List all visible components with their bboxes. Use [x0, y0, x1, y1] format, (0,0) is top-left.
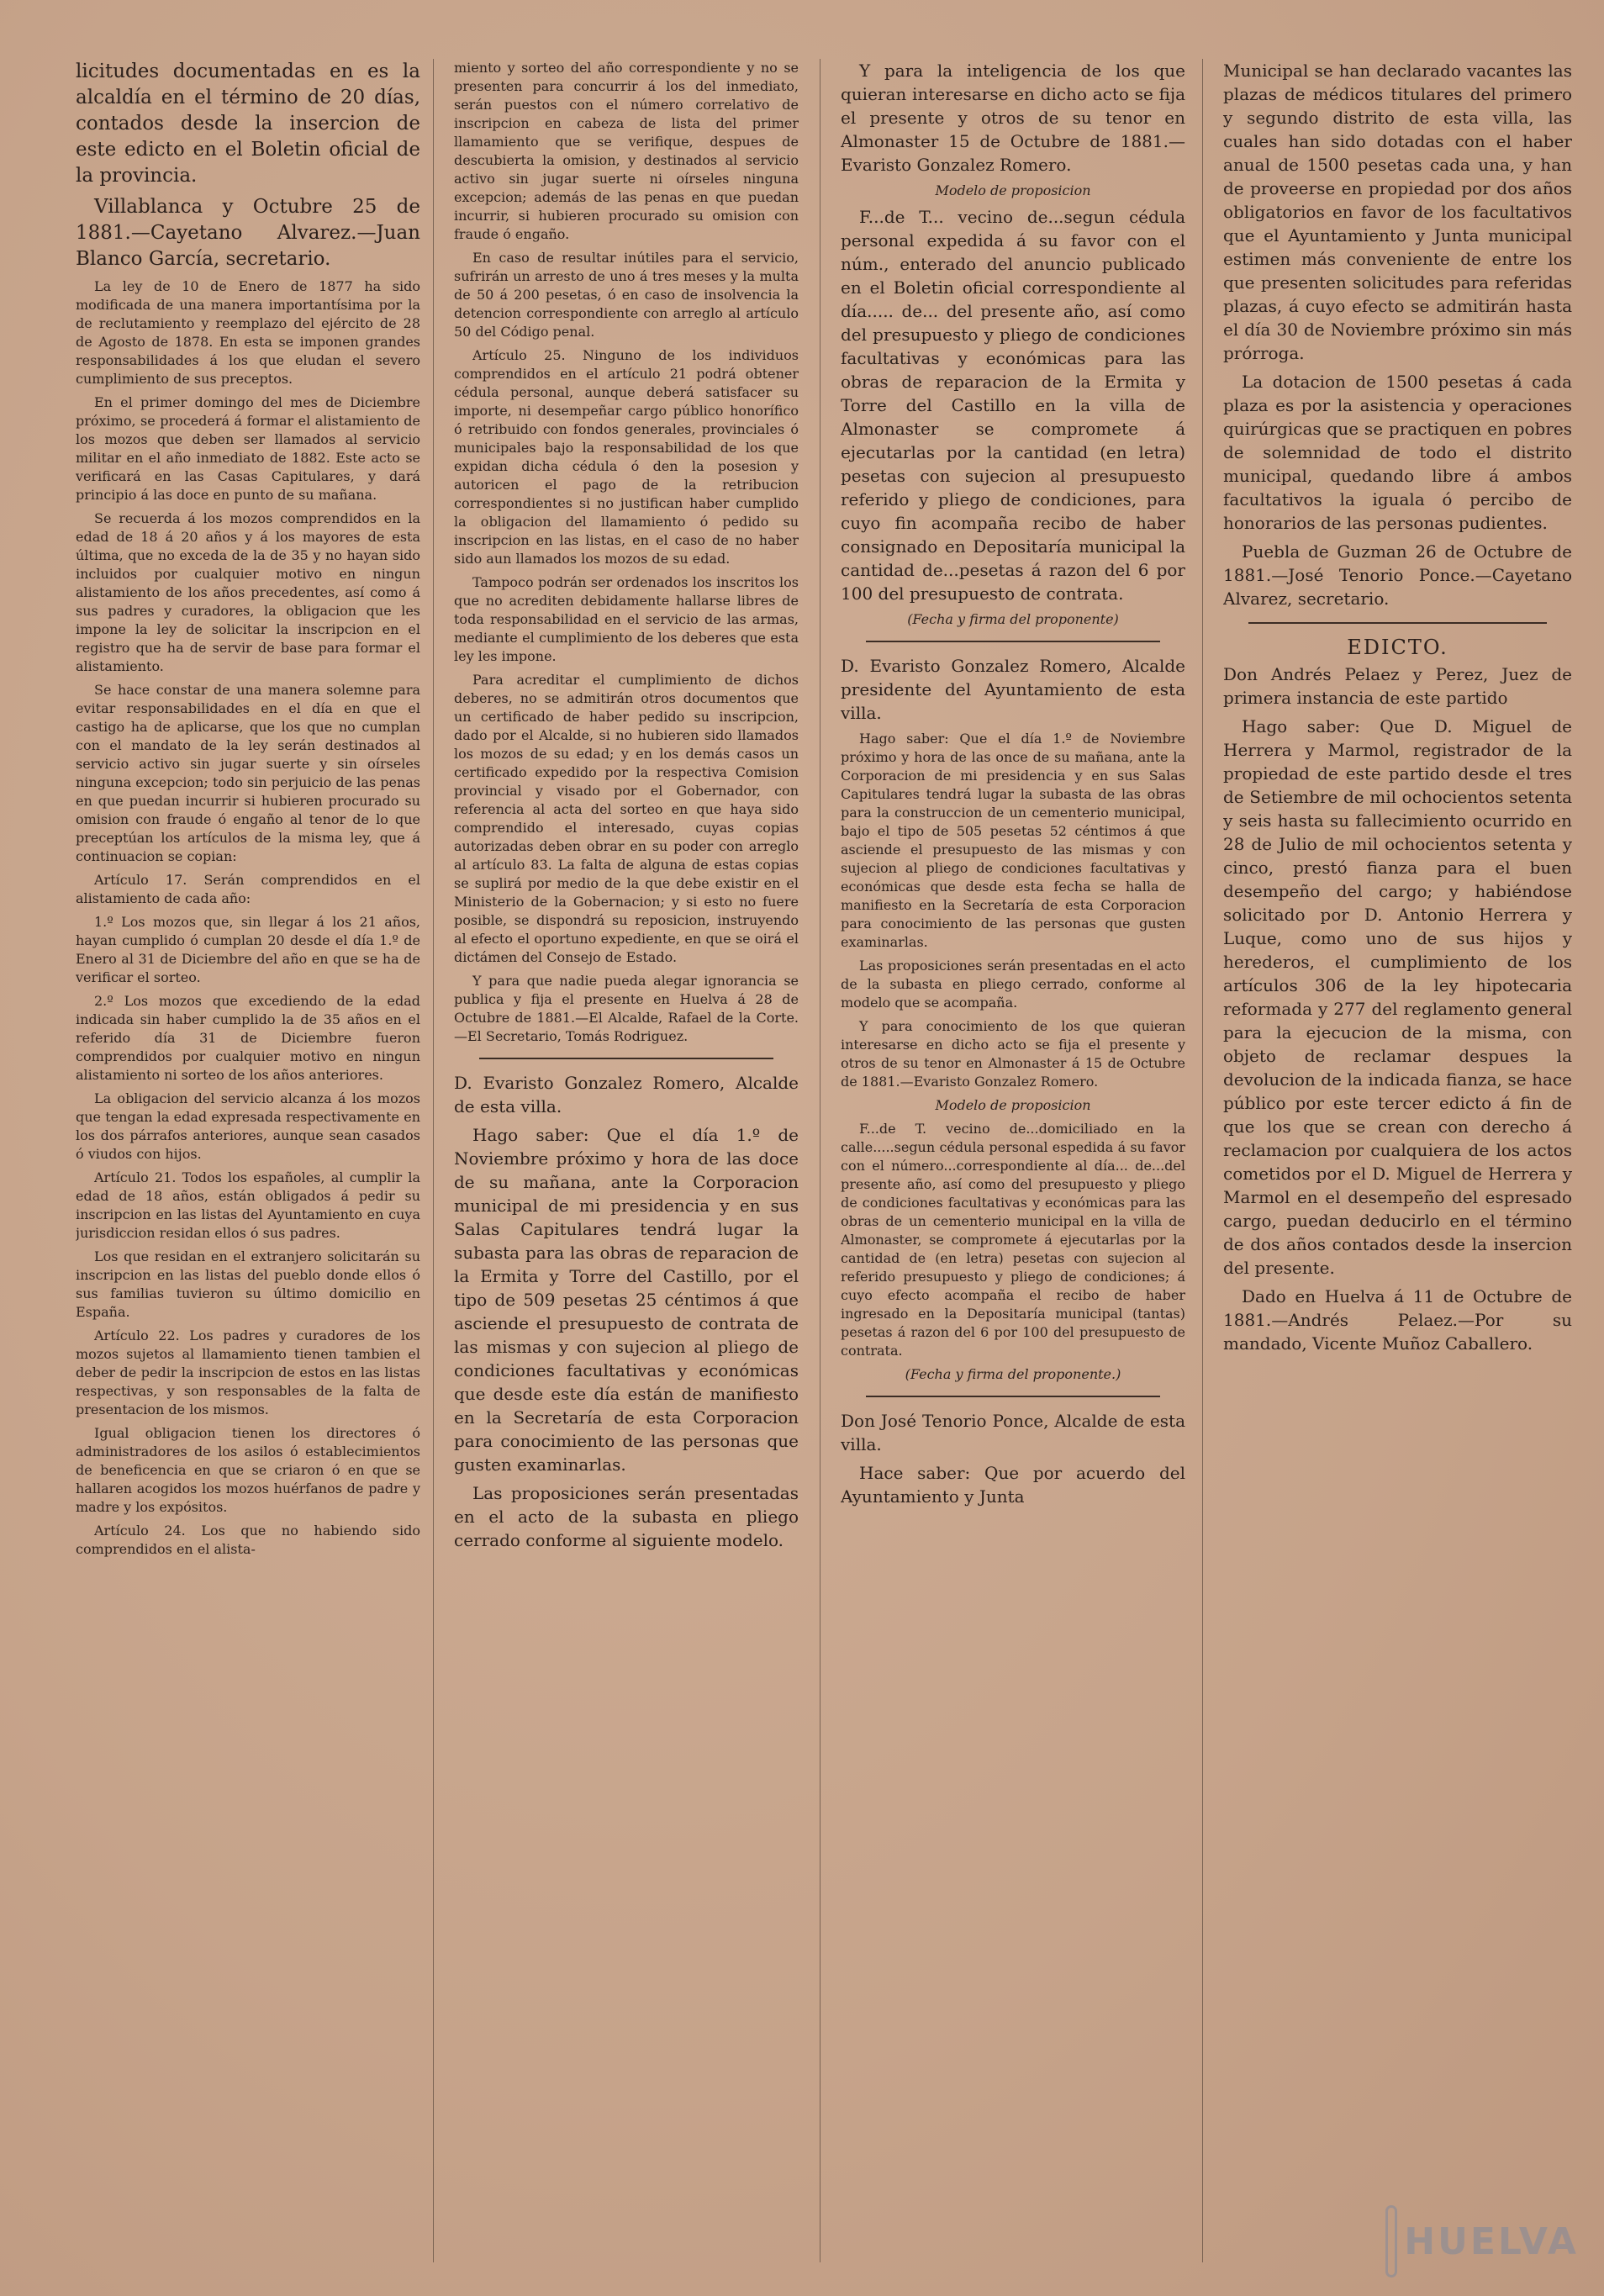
column-rule [433, 59, 434, 2262]
announcement-header: D. Evaristo Gonzalez Romero, Alcalde de esta villa. [454, 1073, 799, 1116]
announcement-body: Hago saber: Que el día 1.º de Noviembre próximo y hora de las doce de su mañana, ante la Corporacion municipal de mi presidencia y en sus Salas Capitulares tendrá lugar la subasta para las obras de reparacion de la Ermita y Torre del Castillo, por el tipo de 509 pesetas 25 céntimos á que asciende el presupuesto de contrata de las mismas y con sujecion al pliego de condiciones facultativas y económicas que desde este día están de manifiesto en la Secretaría de esta Corporacion para conocimiento de las personas que gusten examinarlas. [454, 1125, 799, 1475]
article-24: Artículo 24. Los que no habiendo sido comprendidos en el alista- [76, 1523, 420, 1557]
model-title: Modelo de proposicion [935, 1097, 1091, 1113]
paragraph: Para acreditar el cumplimiento de dichos deberes, no se admitirán otros documentos que un certificado de haber pedido su inscripcion, dado por el Alcalde, si no hubieren sido llamados los mozos de su edad; y en los demás casos un certificado expedido por la respectiva Comision provincial y visado por el Gobernador, con referencia al acta del sorteo en que haya sido comprendido el interesado, cuyas copias autorizadas deben obrar en su poder con arreglo al artículo 83. La falta de alguna de estas copias se suplirá por medio de la que debe existir en el Ministerio de la Gobernacion; y si esto no fuere posible, se dispondrá su reposicion, instruyendo al efecto el oportuno expediente, en que se oirá el dictámen del Consejo de Estado. [454, 672, 799, 965]
model-text: F...de T... vecino de...segun cédula personal expedida á su favor con el núm., enterado del anuncio publicado en el Boletin oficial correspondiente al día..... de... del presente año, así como del presupuesto y pliego de condiciones facultativas y económicas para las obras de reparacion de la Ermita y Torre del Castillo en la villa de Almonaster se compromete á ejecutarlas por la cantidad (en letra) pesetas con sujecion al presupuesto referido y pliego de condiciones, para cuyo fin acompaña recibo de haber consignado en Depositaría municipal la cantidad de...pesetas á razon del 6 por 100 del presupuesto de contrata. [841, 207, 1185, 604]
paragraph: Igual obligacion tienen los directores ó administradores de los asilos ó establecimientos de beneficencia en que se criaron ó en que se hallaren acogidos los mozos huérfanos de padre y madre y los expósitos. [76, 1425, 420, 1515]
edict-header: Don Andrés Pelaez y Perez, Juez de primera instancia de este partido [1223, 664, 1572, 708]
column-3 [841, 59, 1185, 2262]
paragraph: Las proposiciones serán presentadas en el acto de la subasta en pliego cerrado, conforme al modelo que se acompaña. [841, 958, 1185, 1011]
seal-icon [1385, 2205, 1397, 2278]
announcement-header: D. Evaristo Gonzalez Romero, Alcalde presidente del Ayuntamiento de esta villa. [841, 656, 1185, 723]
archive-watermark [1385, 2204, 1579, 2279]
edict-title: EDICTO. [1347, 636, 1448, 659]
paragraph: 2.º Los mozos que excediendo de la edad indicada sin haber cumplido la de 35 años en el referido día 31 de Diciembre fueron comprendidos por cualquier motivo en ningun alistamiento ni sorteo de los años anteriores. [76, 993, 420, 1083]
announcement-body: Hago saber: Que el día 1.º de Noviembre próximo y hora de las once de su mañana, ante la Corporacion de mi presidencia y en sus Salas Capitulares tendrá lugar la subasta de las obras para la construccion de un cementerio municipal, bajo el tipo de 505 pesetas 52 céntimos á que asciende el presupuesto de las mismas y con sujecion al pliego de condiciones facultativas y económicas que desde esta fecha se halla de manifiesto en la Secretaría de esta Corporacion para conocimiento de las personas que gusten examinarlas. [841, 731, 1185, 950]
paragraph: En caso de resultar inútiles para el servicio, sufrirán un arresto de uno á tres meses y la multa de 50 á 200 pesetas, ó en caso de insolvencia la detencion correspondiente con arreglo al artículo 50 del Código penal. [454, 250, 799, 340]
model-text: F...de T. vecino de...domiciliado en la calle.....segun cédula personal espedida á su favor con el número...correspondiente al día... de...del presente año, así como del presupuesto y pliego de condiciones facultativas y económicas para las obras de un cementerio municipal en la villa de Almonaster, se compromete á ejecutarlas por la cantidad de (en letra) pesetas con sujecion al referido presupuesto y pliego de condiciones; á cuyo efecto acompaña el recibo de haber ingresado en la Depositaría municipal (tantas) pesetas á razon del 6 por 100 del presupuesto de contrata. [841, 1121, 1185, 1359]
edict-body: Hago saber: Que D. Miguel de Herrera y Marmol, registrador de la propiedad de este partido desde el tres de Setiembre de mil ochocientos setenta y seis hasta su fallecimiento ocurrido en 28 de Julio de mil ochocientos setenta y cinco, prestó fianza para el buen desempeño del cargo; y habiéndose solicitado por D. Antonio Herrera y Luque, como uno de sus hijos y herederos, el cumplimiento de los artículos 306 de la ley hipotecaria reformada y 277 del reglamento general para la ejecucion de la misma, con objeto de reclamar despues la devolucion de la indicada fianza, se hace público por este tercer edicto á fin de que los que se crean con derecho á reclamacion por cualquiera de los actos cometidos por el D. Miguel de Herrera y Marmol en el desempeño del espresado cargo, puedan deducirlo en el término de dos años contados desde la insercion del presente. [1223, 716, 1572, 1278]
paragraph: Se recuerda á los mozos comprendidos en la edad de 18 á 20 años y á los mayores de esta última, que no exceda de la de 35 y no hayan sido incluidos por cualquier motivo en ningun alistamiento de los años precedentes, así como á sus padres y curadores, la obligacion que les impone la ley de solicitar la inscripcion en el registro que ha de servir de base para formar el alistamiento. [76, 510, 420, 674]
edict-signature: Villablanca y Octubre 25 de 1881.—Cayetano Alvarez.—Juan Blanco García, secretario. [76, 196, 420, 270]
watermark-text: HUELVA [1404, 2219, 1579, 2263]
column-2 [454, 59, 799, 2262]
article-22: Artículo 22. Los padres y curadores de los mozos sujetos al llamamiento tienen tambien el deber de pedir la inscripcion de estos en las listas respectivas, y son responsables de la falta de presentacion de los mismos. [76, 1327, 420, 1417]
section-divider [866, 641, 1160, 642]
paragraph: Los que residan en el extranjero solicitarán su inscripcion en las listas del pueblo donde ellos ó sus familias tuvieron su último domicilio en España. [76, 1248, 420, 1320]
paragraph: Y para la inteligencia de los que quieran interesarse en dicho acto se fija el presente y otros de su tenor en Almonaster 15 de Octubre de 1881.—Evaristo Gonzalez Romero. [841, 61, 1185, 175]
paragraph: En el primer domingo del mes de Diciembre próximo, se procederá á formar el alistamiento de los mozos que deben ser llamados al servicio militar en el año inmediato de 1882. Este acto se verificará en las Casas Capitulares, y dará principio á las doce en punto de su mañana. [76, 394, 420, 503]
article-21: Artículo 21. Todos los españoles, al cumplir la edad de 18 años, están obligados á pedir su inscripcion en las listas del Ayuntamiento en cuya jurisdiccion residan ellos ó sus padres. [76, 1169, 420, 1241]
section-divider [1248, 622, 1547, 624]
announcement-body: Las proposiciones serán presentadas en el acto de la subasta en pliego cerrado conforme al siguiente modelo. [454, 1483, 799, 1550]
column-rule [1202, 59, 1203, 2262]
signature-line: (Fecha y firma del proponente.) [905, 1366, 1121, 1382]
edict-signature: Dado en Huelva á 11 de Octubre de 1881.—Andrés Pelaez.—Por su mandado, Vicente Muñoz Caballero. [1223, 1286, 1572, 1354]
article-17: Artículo 17. Serán comprendidos en el alistamiento de cada año: [76, 872, 420, 906]
section-divider [479, 1058, 773, 1059]
paragraph: Tampoco podrán ser ordenados los inscritos los que no acrediten debidamente hallarse libres de toda responsabilidad en el servicio de las armas, mediante el cumplimiento de los deberes que esta ley les impone. [454, 574, 799, 664]
article-25: Artículo 25. Ninguno de los individuos comprendidos en el artículo 21 podrá obtener cédula personal, aunque deberá satisfacer su importe, ni desempeñar cargo público honorífico ó retribuido con fondos generales, provinciales ó municipales bajo la responsabilidad de los que expidan dicha cédula ó den la posesion y autoricen el pago de la retribucion correspondientes si no justifican haber cumplido la obligacion del llamamiento ó pedido su inscripcion en las listas, en el caso de no haber sido aun llamados los mozos de su edad. [454, 347, 799, 567]
paragraph: 1.º Los mozos que, sin llegar á los 21 años, hayan cumplido ó cumplan 20 desde el día 1.º de Enero al 31 de Diciembre del año en que se ha de verificar el sorteo. [76, 914, 420, 985]
announcement-body: Hace saber: Que por acuerdo del Ayuntamiento y Junta [841, 1463, 1185, 1507]
signature: Y para que nadie pueda alegar ignorancia se publica y fija el presente en Huelva á 28 de Octubre de 1881.—El Alcalde, Rafael de la Corte.—El Secretario, Tomás Rodriguez. [454, 973, 799, 1044]
paragraph: La dotacion de 1500 pesetas á cada plaza es por la asistencia y operaciones quirúrgicas que se practiquen en pobres de solemnidad de todo el distrito municipal, quedando libre á ambos facultativos la iguala ó percibo de honorarios de las personas pudientes. [1223, 372, 1572, 533]
paragraph: La obligacion del servicio alcanza á los mozos que tengan la edad expresada respectivamente en los dos párrafos anteriores, aunque sean casados ó viudos con hijos. [76, 1090, 420, 1162]
paragraph: La ley de 10 de Enero de 1877 ha sido modificada de una manera importantísima por la de reclutamiento y reemplazo del ejército de 28 de Agosto de 1878. En esta se imponen grandes responsabilidades á los que eludan el severo cumplimiento de sus preceptos. [76, 278, 420, 387]
paragraph: Municipal se han declarado vacantes las plazas de médicos titulares del primero y segundo distrito de esta villa, las cuales han sido dotadas con el haber anual de 1500 pesetas cada una, y han de proveerse en propiedad por dos años obligatorios en favor de los facultativos que el Ayuntamiento y Junta municipal estimen más conveniente de entre los que presenten solicitudes para referidas plazas, á cuyo efecto se admitirán hasta el día 30 de Noviembre próximo sin más prórroga. [1223, 61, 1572, 363]
signature-line: (Fecha y firma del proponente) [907, 611, 1119, 627]
signature: Puebla de Guzman 26 de Octubre de 1881.—José Tenorio Ponce.—Cayetano Alvarez, secretario. [1223, 541, 1572, 609]
model-title: Modelo de proposicion [935, 182, 1091, 198]
announcement-header: Don José Tenorio Ponce, Alcalde de esta villa. [841, 1411, 1185, 1454]
column-1 [76, 59, 420, 2262]
paragraph: miento y sorteo del año correspondiente y no se presenten para concurrir á los del inmediato, serán puestos con el número correlativo de inscripcion en cabeza de lista del primer llamamiento que se verifique, despues de descubierta la omision, y destinados al servicio activo sin jugar suerte ni oírseles ninguna excepcion; además de las penas en que puedan incurrir, si hubieren procurado su omision con fraude ó engaño. [454, 60, 799, 242]
column-4 [1223, 59, 1572, 2262]
edict-ending: licitudes documentadas en es la alcaldía en el término de 20 días, contados desde la insercion de este edicto en el Boletin oficial de la provincia. [76, 61, 420, 187]
paragraph: Y para conocimiento de los que quieran interesarse en dicho acto se fija el presente y otros de su tenor en Almonaster á 15 de Octubre de 1881.—Evaristo Gonzalez Romero. [841, 1018, 1185, 1090]
paragraph: Se hace constar de una manera solemne para evitar responsabilidades en el día en que el castigo ha de aplicarse, que los que no cumplan con el mandato de la ley serán destinados al servicio activo sin jugar suerte y sin oírseles ninguna excepcion; todo sin perjuicio de las penas en que puedan incurrir si hubieren procurado su omision con fraude ó engaño al tenor de lo que preceptúan los artículos de la misma ley, que á continuacion se copian: [76, 682, 420, 864]
section-divider [866, 1396, 1160, 1397]
